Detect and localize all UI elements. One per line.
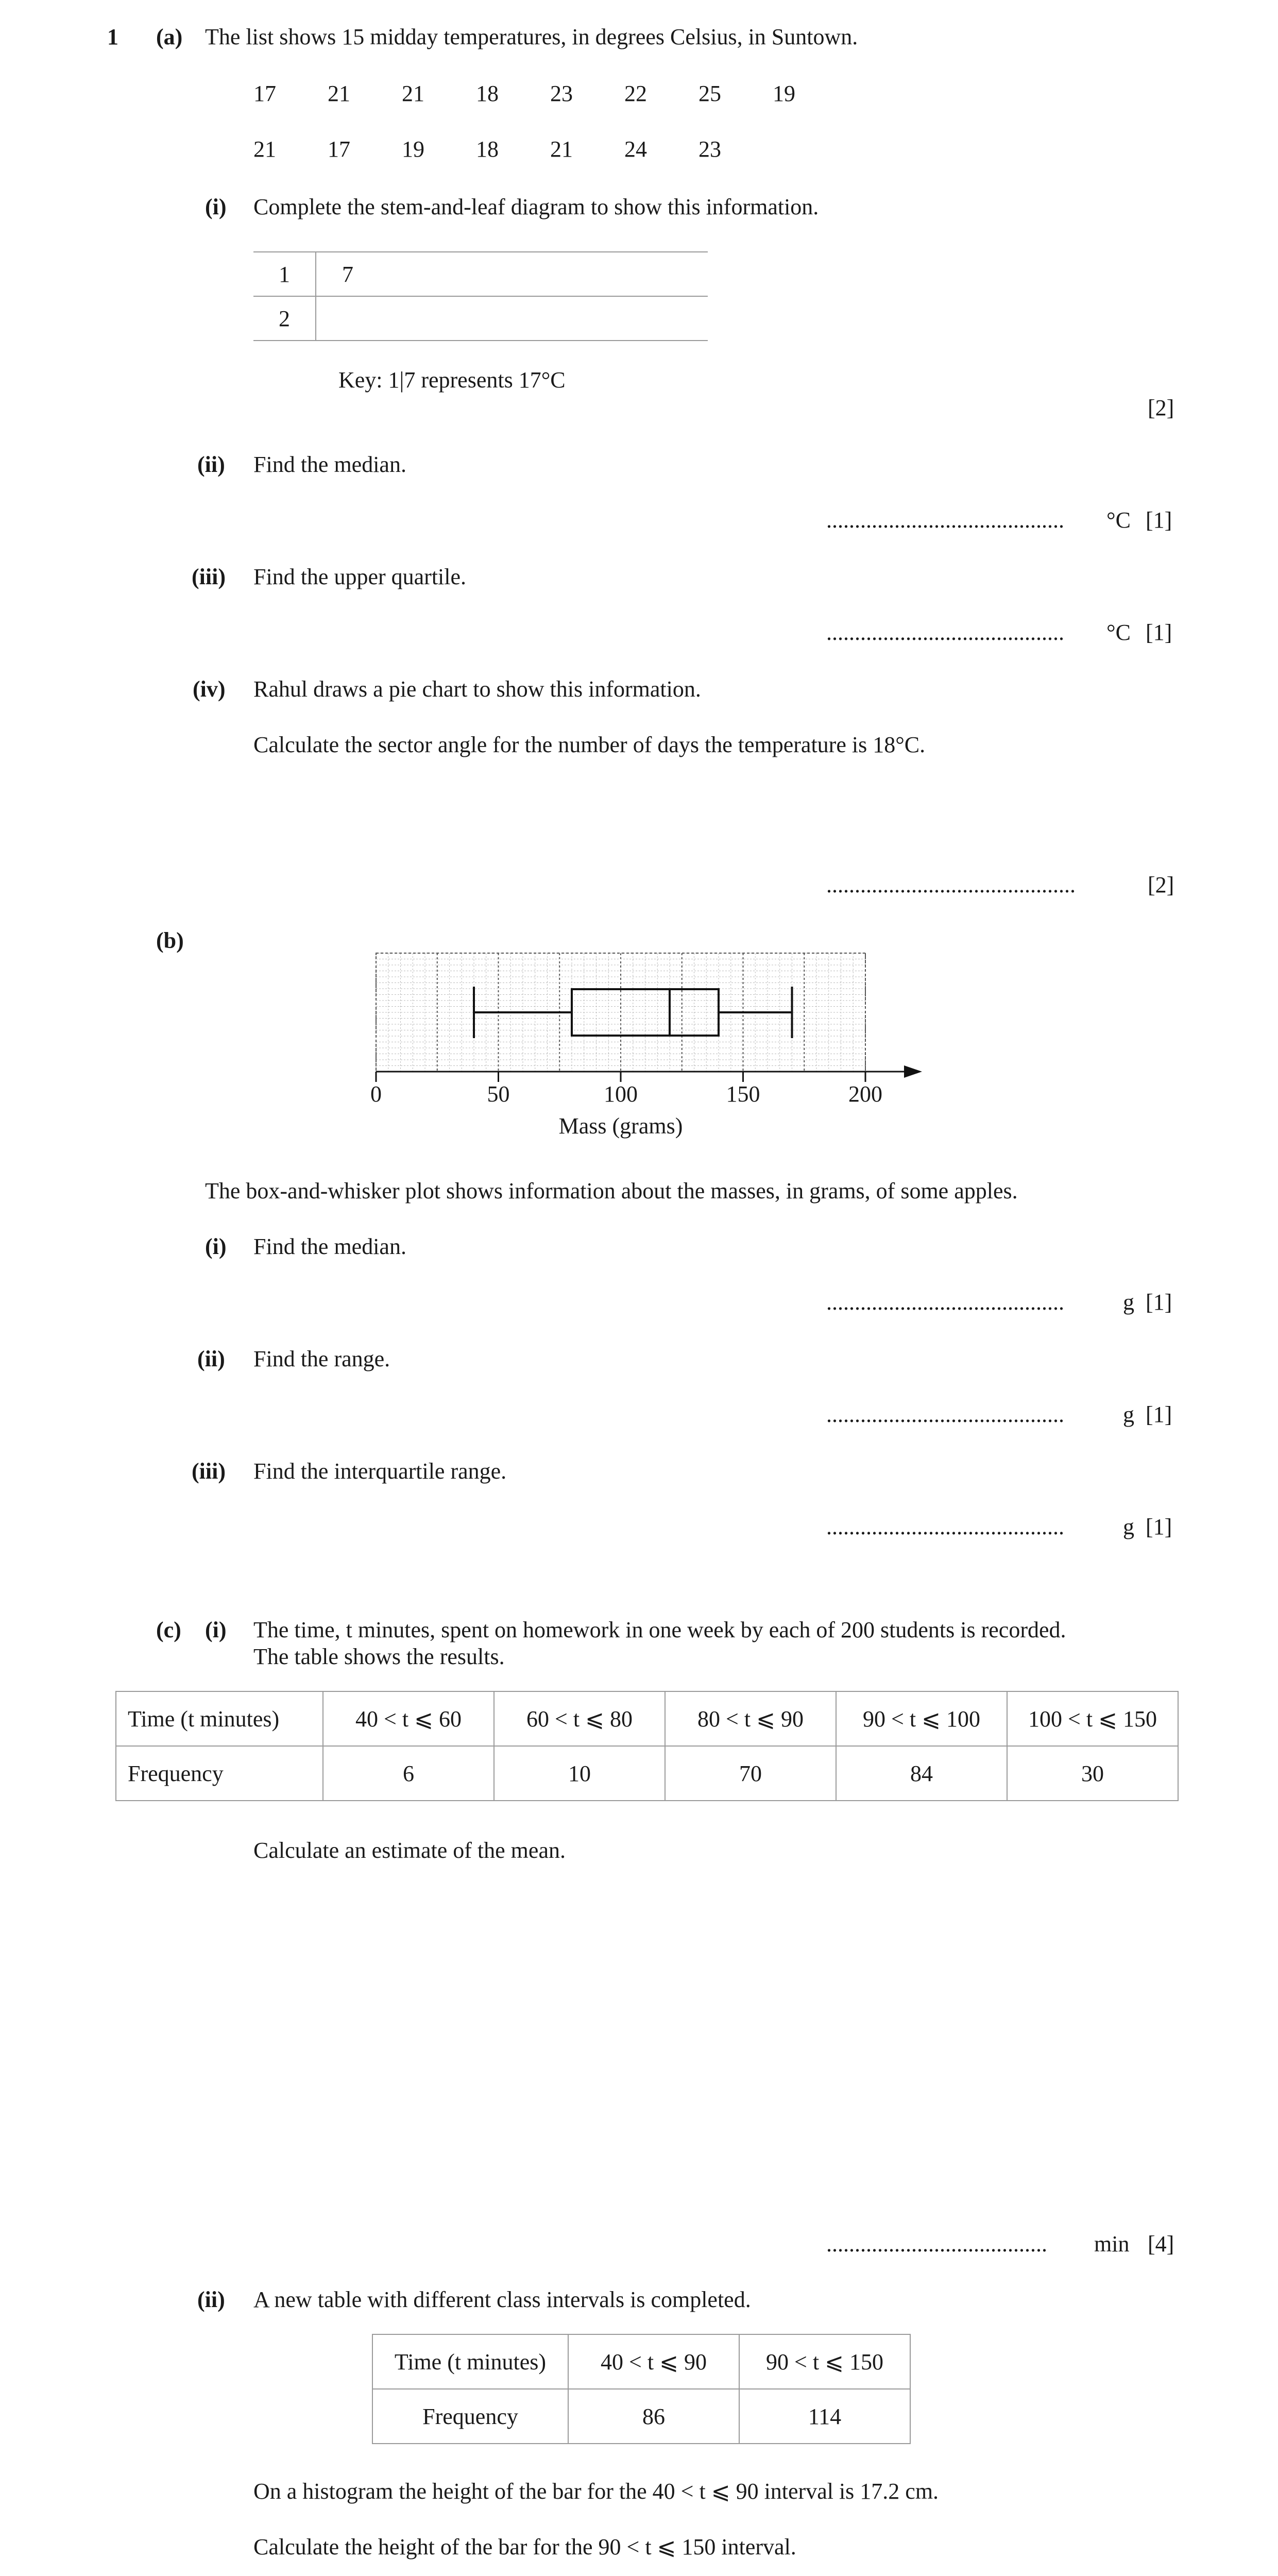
- part-a-i-text: Complete the stem-and-leaf diagram to show this information.: [253, 194, 819, 219]
- table-cell-frequency: 70: [665, 1746, 836, 1801]
- table-cell-frequency: 30: [1007, 1746, 1178, 1801]
- part-a-intro: The list shows 15 midday temperatures, in degrees Celsius, in Suntown.: [205, 24, 858, 49]
- x-tick-label: 50: [487, 1081, 510, 1107]
- part-b-label: (b): [156, 928, 184, 953]
- table-cell-frequency: 114: [739, 2389, 910, 2444]
- table-header-time: Time (t minutes): [116, 1691, 323, 1746]
- temperature-value: 21: [328, 81, 350, 106]
- part-a-iii-label: (iii): [192, 564, 226, 589]
- box-plot-description: The box-and-whisker plot shows information about the masses, in grams, of some apples.: [205, 1178, 1018, 1204]
- temperature-value: 17: [328, 137, 350, 162]
- part-c-i-text1: The time, t minutes, spent on homework in one week by each of 200 students is recorded.: [253, 1617, 1066, 1642]
- part-b-ii-label: (ii): [197, 1346, 225, 1371]
- part-b-i-answer-line[interactable]: ..........................................: [826, 1290, 1064, 1315]
- table-header-interval: 90 < t ⩽ 150: [739, 2334, 910, 2389]
- part-a-iv-text2: Calculate the sector angle for the number of days the temperature is 18°C.: [253, 732, 926, 757]
- part-c-ii-label: (ii): [197, 2287, 225, 2312]
- temperature-value: 18: [476, 81, 499, 106]
- part-b-iii-text: Find the interquartile range.: [253, 1459, 507, 1484]
- temperature-value: 21: [402, 81, 424, 106]
- table-cell-frequency: 6: [323, 1746, 494, 1801]
- part-b-iii-label: (iii): [192, 1459, 226, 1484]
- table-header-interval: 80 < t ⩽ 90: [665, 1691, 836, 1746]
- table-row-frequency-label: Frequency: [372, 2389, 568, 2444]
- part-a-iv-answer-line[interactable]: ............................................: [826, 872, 1076, 897]
- part-c-i-label: (i): [205, 1617, 227, 1642]
- table-cell-frequency: 84: [836, 1746, 1007, 1801]
- temperature-value: 18: [476, 137, 499, 162]
- temperature-value: 25: [698, 81, 721, 106]
- stem-2: 2: [253, 296, 316, 341]
- x-tick-label: 100: [604, 1081, 638, 1107]
- part-c-i-unit: min: [1094, 2231, 1130, 2257]
- table-cell-frequency: 86: [568, 2389, 739, 2444]
- part-b-ii-text: Find the range.: [253, 1346, 390, 1371]
- table-header-interval: 40 < t ⩽ 90: [568, 2334, 739, 2389]
- part-c-ii-text2: On a histogram the height of the bar for the 40 < t ⩽ 90 interval is 17.2 cm.: [253, 2479, 939, 2504]
- table-header-time: Time (t minutes): [372, 2334, 568, 2389]
- table-header-interval: 90 < t ⩽ 100: [836, 1691, 1007, 1746]
- axis-arrow: [904, 1065, 922, 1078]
- stem-leaf-key: Key: 1|7 represents 17°C: [338, 367, 566, 393]
- part-a-ii-marks: [1]: [1146, 507, 1172, 533]
- part-b-iii-answer-line[interactable]: ..........................................: [826, 1514, 1064, 1539]
- part-a-iv-label: (iv): [193, 676, 226, 702]
- part-a-ii-unit: °C: [1106, 507, 1131, 533]
- part-a-iii-text: Find the upper quartile.: [253, 564, 467, 589]
- part-c-i-task: Calculate an estimate of the mean.: [253, 1838, 566, 1863]
- table-header-interval: 100 < t ⩽ 150: [1007, 1691, 1178, 1746]
- stem-and-leaf-diagram: [253, 251, 708, 341]
- part-a-ii-text: Find the median.: [253, 452, 406, 477]
- x-tick-label: 0: [370, 1081, 382, 1107]
- part-c-ii-text3: Calculate the height of the bar for the 90 < t ⩽ 150 interval.: [253, 2534, 796, 2560]
- temperature-value: 23: [698, 137, 721, 162]
- part-a-iv-marks: [2]: [1148, 872, 1174, 897]
- question-number: 1: [107, 24, 118, 49]
- part-c-label: (c): [156, 1617, 181, 1642]
- temperature-value: 23: [550, 81, 573, 106]
- leaf-row-1[interactable]: 7: [316, 252, 708, 296]
- part-b-iii-marks: [1]: [1146, 1514, 1172, 1539]
- temperature-value: 21: [550, 137, 573, 162]
- part-a-iii-unit: °C: [1106, 620, 1131, 645]
- part-a-label: (a): [156, 24, 183, 49]
- leaf-row-2[interactable]: [316, 296, 708, 341]
- temperature-value: 19: [402, 137, 424, 162]
- table-row-frequency-label: Frequency: [116, 1746, 323, 1801]
- part-b-ii-answer-line[interactable]: ..........................................: [826, 1402, 1064, 1427]
- part-b-i-marks: [1]: [1146, 1290, 1172, 1315]
- part-a-iii-answer-line[interactable]: ..........................................: [826, 620, 1064, 645]
- part-a-i-label: (i): [205, 194, 227, 219]
- part-a-i-marks: [2]: [1148, 395, 1174, 420]
- part-c-i-answer-line[interactable]: .......................................: [826, 2231, 1047, 2257]
- part-c-ii-text: A new table with different class intervals is completed.: [253, 2287, 751, 2312]
- part-c-i-marks: [4]: [1148, 2231, 1174, 2257]
- box-and-whisker-plot: [361, 943, 927, 1154]
- table-cell-frequency: 10: [494, 1746, 665, 1801]
- x-tick-label: 200: [848, 1081, 882, 1107]
- part-a-ii-label: (ii): [197, 452, 225, 477]
- part-b-ii-unit: g: [1123, 1402, 1134, 1427]
- temperature-value: 21: [253, 137, 276, 162]
- part-b-i-label: (i): [205, 1234, 227, 1259]
- part-c-i-text2: The table shows the results.: [253, 1644, 505, 1669]
- temperature-value: 19: [773, 81, 795, 106]
- x-axis-label: Mass (grams): [558, 1113, 683, 1139]
- part-b-iii-unit: g: [1123, 1514, 1134, 1539]
- temperature-value: 24: [624, 137, 647, 162]
- part-a-iv-text: Rahul draws a pie chart to show this information.: [253, 676, 701, 702]
- stem-1: 1: [253, 252, 316, 296]
- table-header-interval: 60 < t ⩽ 80: [494, 1691, 665, 1746]
- homework-frequency-table: [115, 1691, 1179, 1801]
- part-a-iii-marks: [1]: [1146, 620, 1172, 645]
- part-b-i-unit: g: [1123, 1290, 1134, 1315]
- part-b-ii-marks: [1]: [1146, 1402, 1172, 1427]
- x-tick-label: 150: [726, 1081, 760, 1107]
- new-class-interval-table: [372, 2334, 911, 2444]
- temperature-value: 17: [253, 81, 276, 106]
- part-a-ii-answer-line[interactable]: ..........................................: [826, 507, 1064, 533]
- table-header-interval: 40 < t ⩽ 60: [323, 1691, 494, 1746]
- part-b-i-text: Find the median.: [253, 1234, 406, 1259]
- temperature-value: 22: [624, 81, 647, 106]
